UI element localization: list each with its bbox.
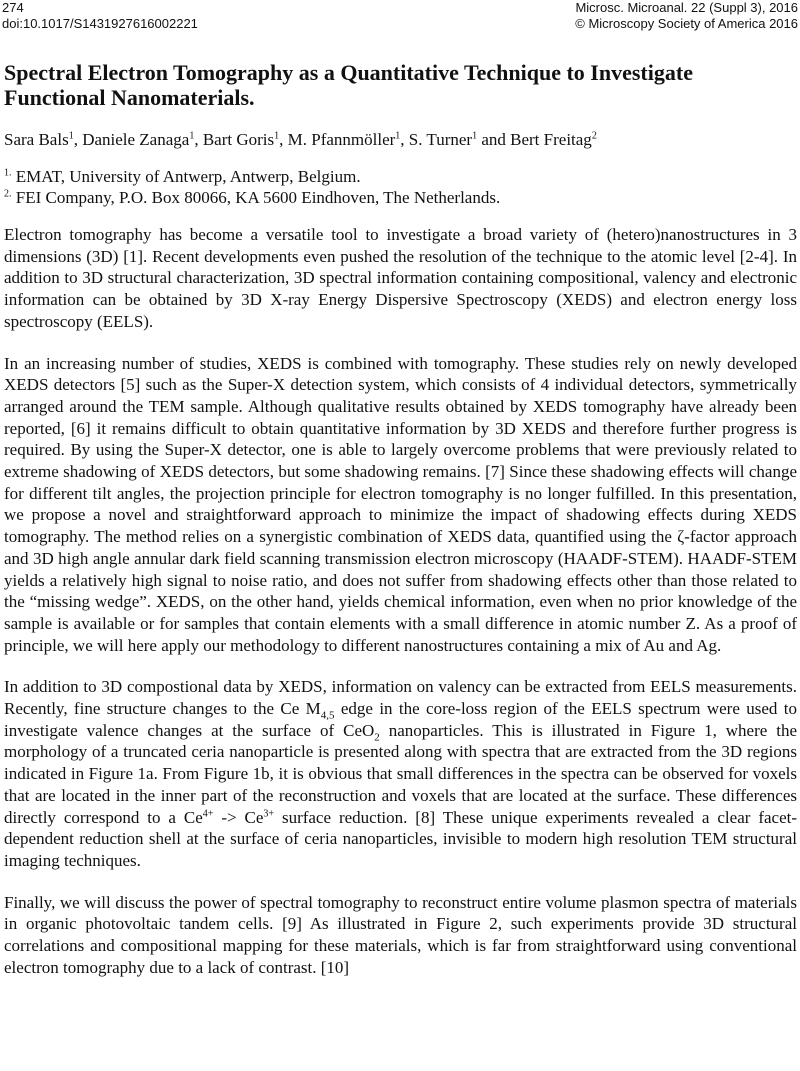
author: Bert Freitag$^2$ [510,130,597,149]
affiliation: $^{2.}$ FEI Company, P.O. Box 80066, KA 5600 Eindhoven, The Netherlands. [4,188,501,207]
page-number: 274 [2,0,24,15]
affiliations [4,166,797,208]
author: Sara Bals$^1$, [4,130,83,149]
author: S. Turner$^1$ and [408,130,511,149]
author: Bart Goris$^1$, [202,130,288,149]
journal-citation: Microsc. Microanal. 22 (Suppl 3), 2016 [575,0,798,15]
paper-content [4,60,797,999]
author-list [4,129,797,150]
paragraph-eels: In addition to 3D compostional data by XEDS, information on valency can be extracted from EELS measurements. Recently, fine structure changes to the Ce $M_{4,5}$ edge in the core-loss region of the EELS spectrum were used to investigate valence changes at the surface of CeO$_2$ nanoparticles. This is illustrated in Figure 1, where the morphology of a truncated ceria nanoparticle is presented along with spectra that are extracted from the 3D regions indicated in Figure 1a. From Figure 1b, it is obvious that small differences in the spectra can be observed for voxels that are located in the inner part of the reconstruction and voxels that are located at the surface. These differences directly correspond to a $Ce^{4+} -> Ce^{3+}$ surface reduction. [8] These unique experiments revealed a clear facet-dependent reduction shell at the surface of ceria nanoparticles, invisible to modern high resolution TEM structural imaging techniques. [4,677,797,870]
copyright: © Microscopy Society of America 2016 [575,15,798,31]
paragraph-plasmon: Finally, we will discuss the power of spectral tomography to reconstruct entire volume plasmon spectra of materials in organic photovoltaic tandem cells. [9] As illustrated in Figure 2, such experiments provide 3D structural correlations and compositional mapping for these materials, which is far from straightforward using conventional electron tomography due to a lack of contrast. [10] [4,892,797,977]
paragraph-xeds: In an increasing number of studies, XEDS is combined with tomography. These studies rely on newly developed XEDS detectors [5] such as the Super-X detection system, which consists of 4 individual detectors, symmetrically arranged around the TEM sample. Although qualitative results obtained by XEDS tomography have already been reported, [6] it remains difficult to obtain quantitative information by 3D XEDS and therefore further progress is required. By using the Super-X detector, one is able to largely overcome problems that were previously related to extreme shadowing of XEDS detectors, but some shadowing remains. [7] Since these shadowing effects will change for different tilt angles, the projection principle for electron tomography is no longer fulfilled. In this presentation, we propose a novel and straightforward approach to minimize the impact of shadowing effects during XEDS tomography. The method relies on a synergistic combination of XEDS data, quantified using the ζ-factor approach and 3D high angle annular dark field scanning transmission electron microscopy (HAADF-STEM). HAADF-STEM yields a relatively high signal to noise ratio, and does not suffer from shadowing effects other than those related to the “missing wedge”. XEDS, on the other hand, yields chemical information, even when no prior knowledge of the sample is available or for samples that contain elements with a small difference in atomic number Z. As a proof of principle, we will here apply our methodology to different nanostructures containing a mix of Au and Ag. [4,353,797,655]
author: M. Pfannmöller$^1$, [287,130,409,149]
affiliation: $^{1.}$ EMAT, University of Antwerp, Antwerp, Belgium. [4,167,361,186]
doi: doi:10.1017/S1431927616002221 [2,15,198,31]
author: Daniele Zanaga$^1$, [82,130,203,149]
paper-title: Spectral Electron Tomography as a Quantitative Technique to Investigate Functional Nanomaterials. [4,60,693,110]
header-left [2,0,198,31]
header-right [575,0,798,31]
paragraph-intro: Electron tomography has become a versatile tool to investigate a broad variety of (hetero)nanostructures in 3 dimensions (3D) [1]. Recent developments even pushed the resolution of the technique to the atomic level [2-4]. In addition to 3D structural characterization, 3D spectral information containing compositional, valency and electronic information can be obtained by 3D X-ray Energy Dispersive Spectroscopy (XEDS) and electron energy loss spectroscopy (EELS). [4,225,797,331]
